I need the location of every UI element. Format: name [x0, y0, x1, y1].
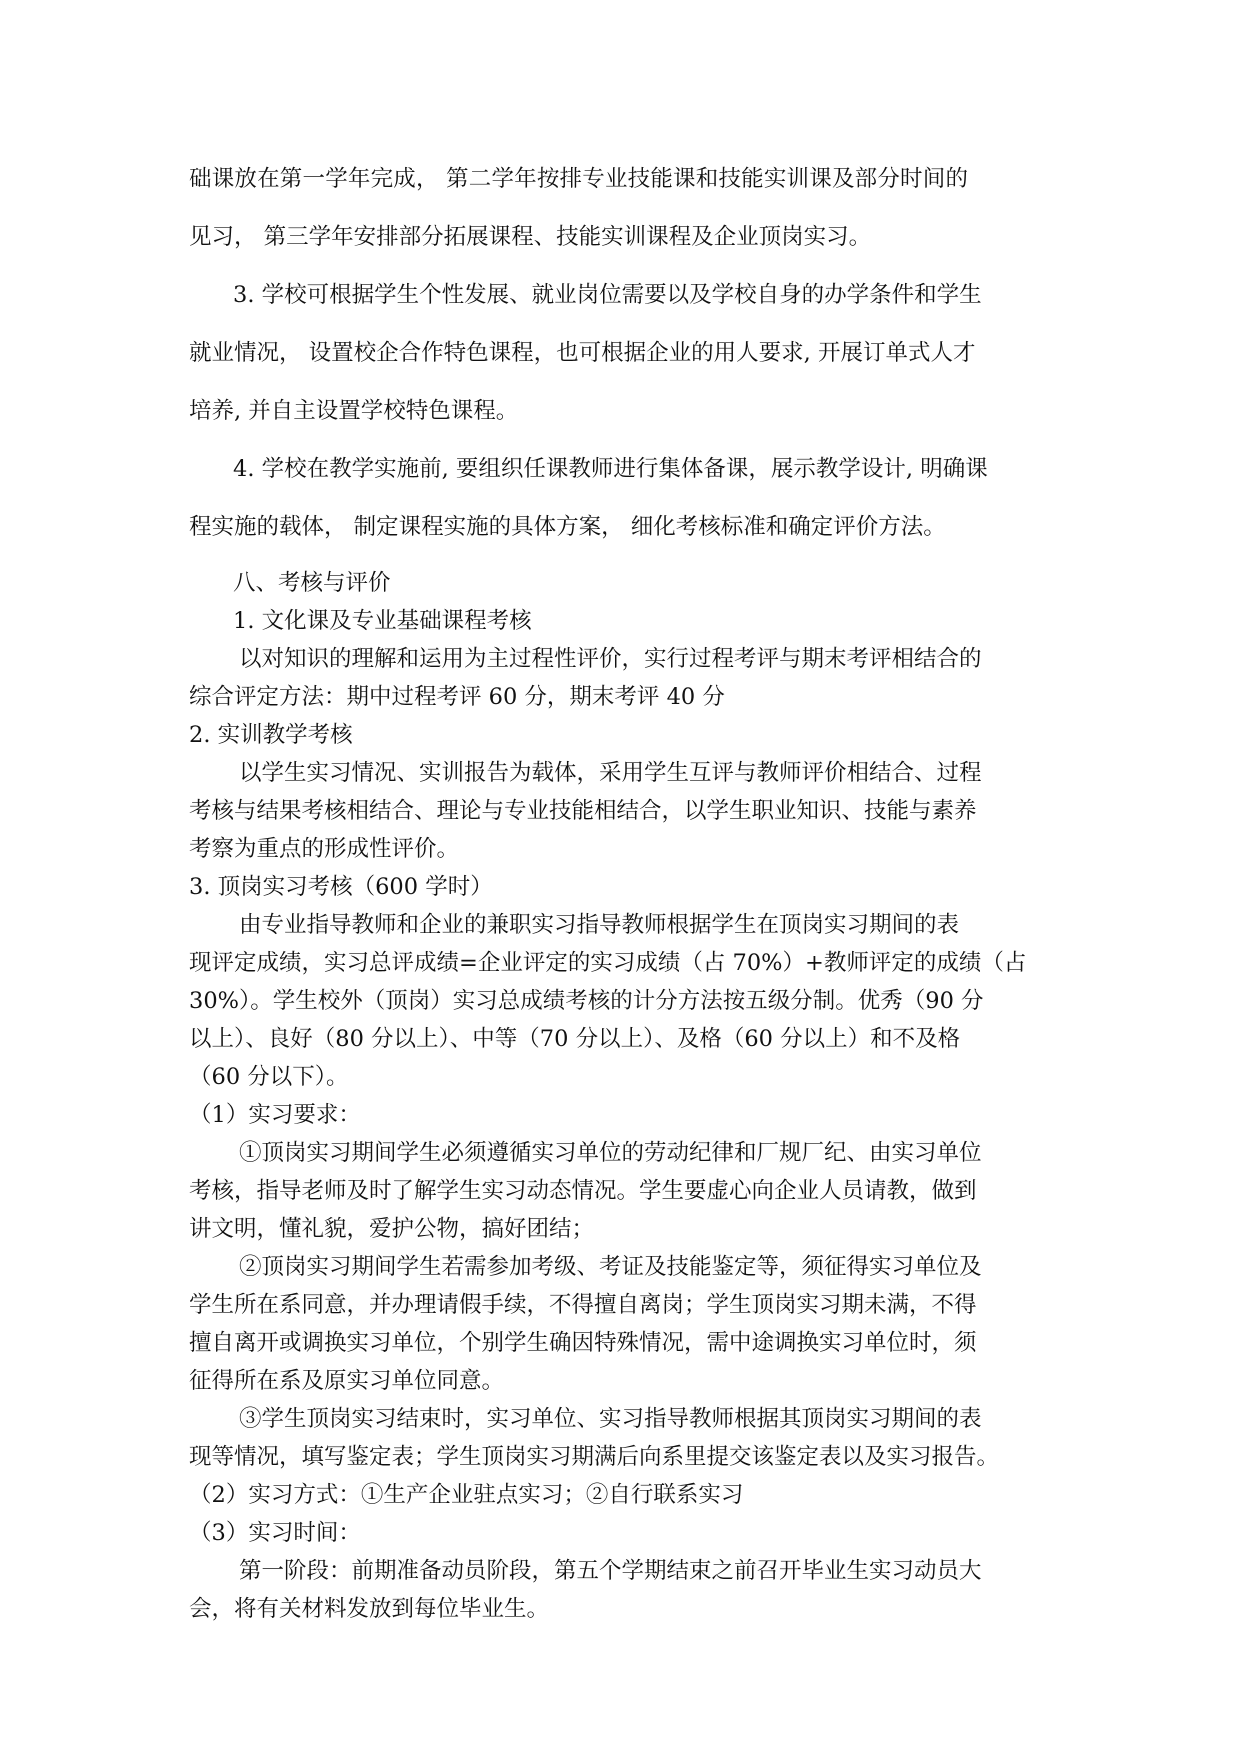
text-line: 见习， 第三学年安排部分拓展课程、技能实训课程及企业顶岗实习。 [189, 224, 872, 250]
text-line: ①顶岗实习期间学生必须遵循实习单位的劳动纪律和厂规厂纪、由实习单位 [239, 1140, 982, 1166]
text-line: 考核，指导老师及时了解学生实习动态情况。学生要虚心向企业人员请教，做到 [189, 1178, 977, 1204]
text-line: 以对知识的理解和运用为主过程性评价，实行过程考评与期末考评相结合的 [239, 646, 982, 672]
list-heading: （2）实习方式：①生产企业驻点实习；②自行联系实习 [189, 1482, 744, 1508]
text-line: （60 分以下）。 [189, 1064, 349, 1090]
text-line: 30%）。学生校外（顶岗）实习总成绩考核的计分方法按五级分制。优秀（90 分 [189, 988, 984, 1014]
list-heading: （1）实习要求： [189, 1102, 361, 1128]
text-line: 以学生实习情况、实训报告为载体，采用学生互评与教师评价相结合、过程 [239, 760, 982, 786]
list-heading: （3）实习时间： [189, 1520, 361, 1546]
text-line: 础课放在第一学年完成， 第二学年按排专业技能课和技能实训课及部分时间的 [189, 166, 969, 192]
text-line: 考核与结果考核相结合、理论与专业技能相结合，以学生职业知识、技能与素养 [189, 798, 977, 824]
text-line: 会，将有关材料发放到每位毕业生。 [189, 1596, 550, 1622]
text-line: 4. 学校在教学实施前, 要组织任课教师进行集体备课，展示教学设计, 明确课 [233, 456, 988, 482]
text-line: 综合评定方法：期中过程考评 60 分，期末考评 40 分 [189, 684, 725, 710]
text-line: 3. 学校可根据学生个性发展、就业岗位需要以及学校自身的办学条件和学生 [233, 282, 982, 308]
text-line: 征得所在系及原实习单位同意。 [189, 1368, 505, 1394]
subsection-heading: 1. 文化课及专业基础课程考核 [233, 608, 532, 634]
subsection-heading: 3. 顶岗实习考核（600 学时） [189, 874, 493, 900]
text-line: 程实施的载体， 制定课程实施的具体方案， 细化考核标准和确定评价方法。 [189, 514, 946, 540]
text-line: 培养, 并自主设置学校特色课程。 [189, 398, 519, 424]
text-line: ③学生顶岗实习结束时，实习单位、实习指导教师根据其顶岗实习期间的表 [239, 1406, 982, 1432]
text-line: 就业情况， 设置校企合作特色课程，也可根据企业的用人要求, 开展订单式人才 [189, 340, 976, 366]
text-line: 讲文明，懂礼貌，爱护公物，搞好团结； [189, 1216, 595, 1242]
text-line: 第一阶段：前期准备动员阶段，第五个学期结束之前召开毕业生实习动员大 [239, 1558, 982, 1584]
text-line: 现等情况，填写鉴定表；学生顶岗实习期满后向系里提交该鉴定表以及实习报告。 [189, 1444, 1000, 1470]
text-line: 以上）、良好（80 分以上）、中等（70 分以上）、及格（60 分以上）和不及格 [189, 1026, 961, 1052]
subsection-heading: 2. 实训教学考核 [189, 722, 353, 748]
text-line: ②顶岗实习期间学生若需参加考级、考证及技能鉴定等，须征得实习单位及 [239, 1254, 982, 1280]
section-heading: 八、考核与评价 [233, 570, 391, 596]
text-line: 现评定成绩，实习总评成绩=企业评定的实习成绩（占 70%）+教师评定的成绩（占 [189, 950, 1027, 976]
text-line: 学生所在系同意，并办理请假手续，不得擅自离岗；学生顶岗实习期未满，不得 [189, 1292, 977, 1318]
text-line: 由专业指导教师和企业的兼职实习指导教师根据学生在顶岗实习期间的表 [239, 912, 960, 938]
text-line: 考察为重点的形成性评价。 [189, 836, 460, 862]
text-line: 擅自离开或调换实习单位，个别学生确因特殊情况，需中途调换实习单位时，须 [189, 1330, 977, 1356]
